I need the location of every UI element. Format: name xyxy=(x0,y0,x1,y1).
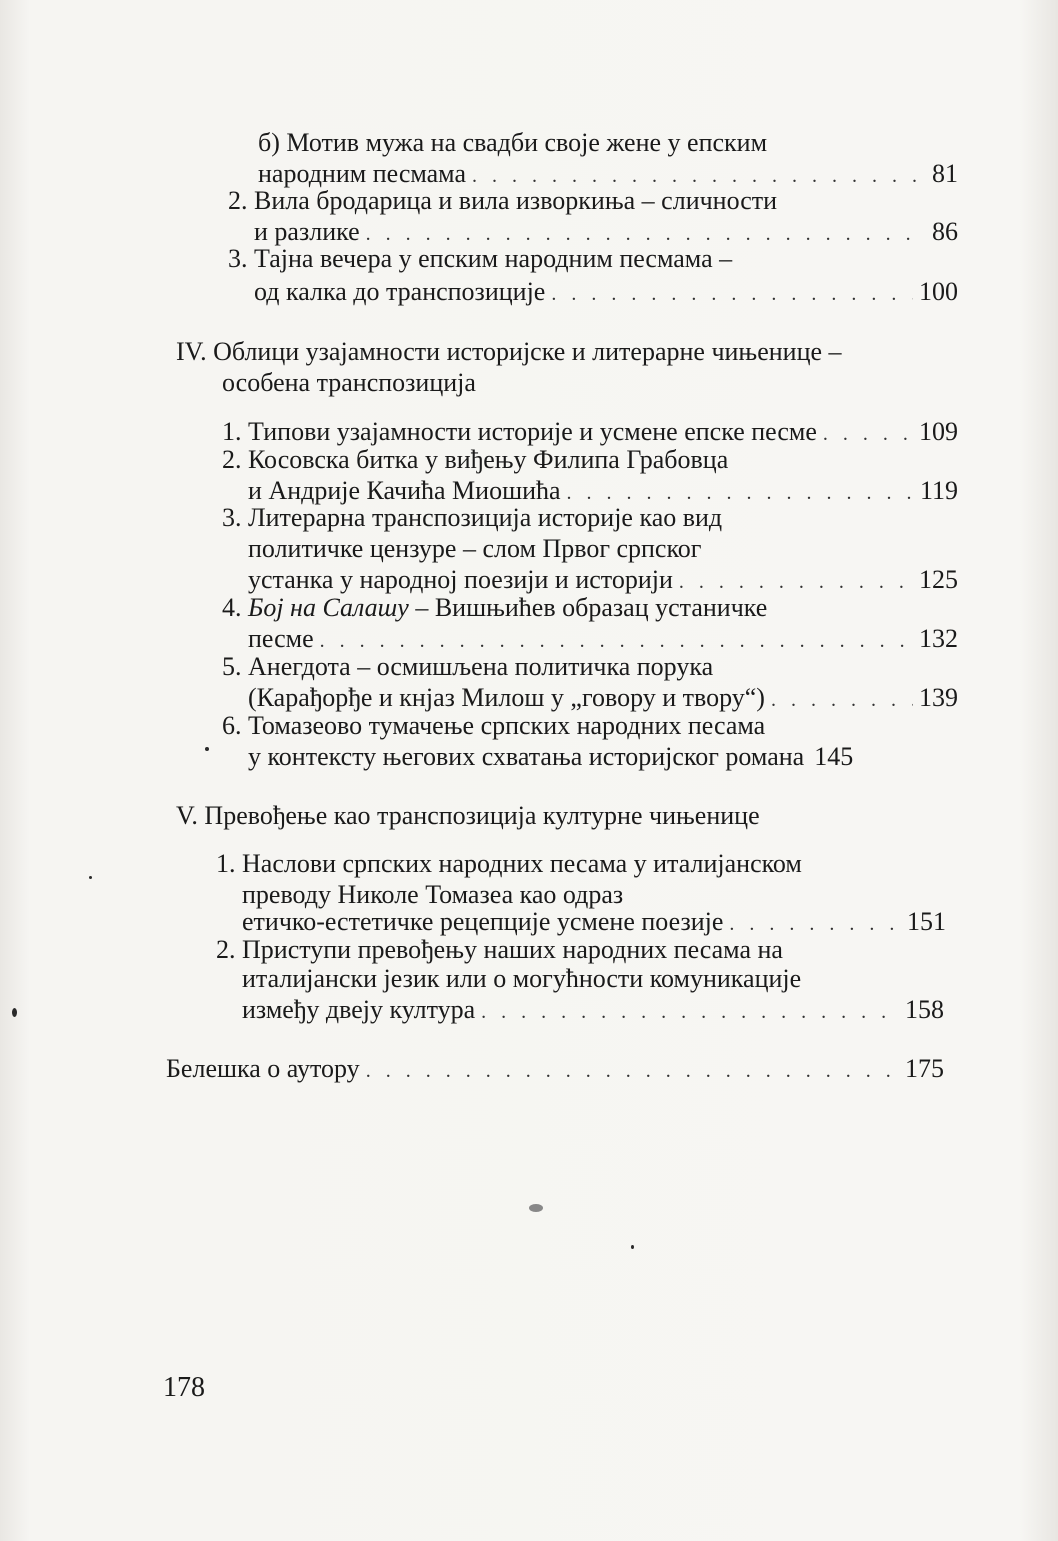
section-heading: IV. Облици узајамности историјске и литерарне чињенице – xyxy=(176,337,842,366)
toc-entry-text: Белешка о аутору xyxy=(166,1054,360,1083)
toc-entry-text: етичко-естетичке рецепције усмене поезије xyxy=(242,907,724,936)
page-number: 86 xyxy=(932,217,958,246)
toc-entry-text: 2. Косовска битка у виђењу Филипа Грабовца xyxy=(222,445,729,474)
scan-speck xyxy=(205,747,209,751)
page-number: 132 xyxy=(919,624,958,653)
toc-entry-text: (Карађорђе и кнјаз Милош у „говору и твору“) xyxy=(248,683,765,712)
toc-entry xyxy=(254,276,958,310)
page-number: 158 xyxy=(905,995,944,1024)
entry-number: 4. xyxy=(222,593,248,622)
toc-entry-text: 6. Томазеово тумачење српских народних песама xyxy=(222,711,766,740)
scan-speck xyxy=(89,876,92,879)
toc-entry-text: и Андрије Качића Миошића xyxy=(248,476,561,505)
toc-entry-text: 1. Типови узајамности историје и усмене епске песме xyxy=(222,417,817,446)
page-number: 119 xyxy=(919,476,958,505)
toc-entry-text: песме xyxy=(248,624,314,653)
leader-dots xyxy=(551,278,913,310)
toc-entry-text: устанка у народној поезији и историји xyxy=(248,565,673,594)
page-number: 145 xyxy=(814,742,854,771)
toc-entry-text: 5. Анегдота – осмишљена политичка порука xyxy=(222,652,714,681)
page-number: 125 xyxy=(919,565,958,594)
section-heading: V. Превођење као транспозиција културне чињенице xyxy=(176,801,760,830)
leader-dots xyxy=(481,996,899,1028)
toc-entry xyxy=(166,1053,944,1087)
page-number: 109 xyxy=(919,417,958,446)
toc-entry-text: 2. Приступи превођењу наших народних песама на xyxy=(216,935,783,964)
page-number: 100 xyxy=(919,277,958,306)
toc-entry-text: 3. Тајна вечера у епским народним песмама – xyxy=(228,244,733,273)
page-folio: 178 xyxy=(163,1372,205,1403)
entry-title-rest: – Вишњићев образац устаничке xyxy=(408,593,768,622)
toc-entry-text: италијански језик или о могућности комуникације xyxy=(242,964,802,993)
toc-entry-text: између двеју култура xyxy=(242,995,476,1024)
page-number: 175 xyxy=(905,1054,944,1083)
section-heading: особена транспозиција xyxy=(222,368,476,397)
toc-entry-text: политичке цензуре – слом Првог српског xyxy=(248,534,702,563)
leader-dots xyxy=(823,418,913,450)
toc-entry-text: и разлике xyxy=(254,217,360,246)
page-number: 81 xyxy=(932,159,958,188)
leader-dots xyxy=(771,684,913,716)
toc-entry-text xyxy=(222,592,767,624)
toc-entry-text: у контексту његових схватања историјског романа xyxy=(248,742,805,771)
scan-speck xyxy=(631,1245,634,1249)
toc-entry-text: преводу Николе Томазеа као одраз xyxy=(242,880,624,909)
leader-dots xyxy=(366,1055,899,1087)
toc-entry-text: народним песмама xyxy=(258,159,466,188)
toc-entry xyxy=(248,741,958,773)
toc-entry-text: 3. Литерарна транспозиција историје као вид xyxy=(222,503,723,532)
scan-speck xyxy=(12,1008,17,1017)
toc-entry-text: б) Мотив мужа на свадби своје жене у епским xyxy=(258,128,768,157)
page-number: 139 xyxy=(919,683,958,712)
entry-italic-title: Бој на Салашу xyxy=(248,593,409,622)
toc-entry xyxy=(242,994,944,1028)
toc-entry-text: од калка до транспозиције xyxy=(254,277,546,306)
toc-entry-text: 1. Наслови српских народних песама у италијанском xyxy=(216,849,802,878)
page-number: 151 xyxy=(907,907,946,936)
scan-speck xyxy=(529,1204,543,1212)
toc-entry-text: 2. Вила бродарица и вила изворкиња – сличности xyxy=(228,186,778,215)
